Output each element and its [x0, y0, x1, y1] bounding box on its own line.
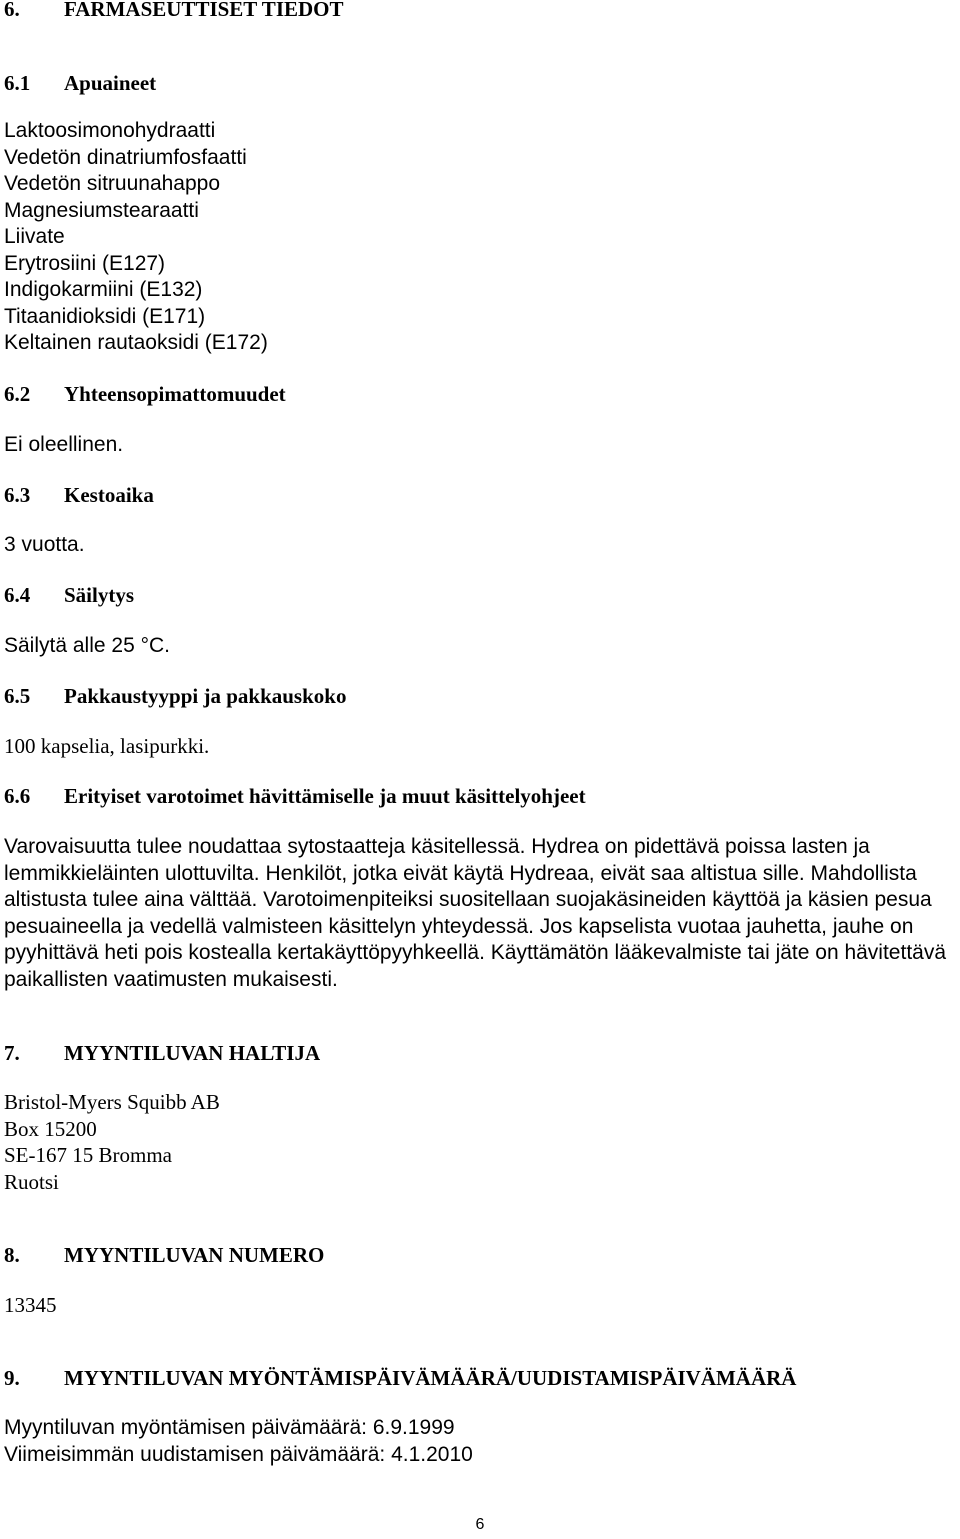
storage-text: Säilytä alle 25 °C.	[4, 634, 170, 657]
list-item: Magnesiumstearaatti	[4, 198, 199, 222]
date-line: Viimeisimmän uudistamisen päivämäärä: 4.1.2010	[4, 1442, 473, 1466]
date-line: Myyntiluvan myöntämisen päivämäärä: 6.9.1999	[4, 1416, 455, 1439]
section-title: MYYNTILUVAN NUMERO	[64, 1243, 325, 1267]
section-number: 7.	[4, 1041, 20, 1065]
subsection-6-2-heading	[4, 381, 286, 408]
subsection-title: Säilytys	[64, 583, 135, 607]
subsection-number: 6.3	[4, 483, 31, 507]
paragraph-line: pesuaineella ja vedellä valmisteen käsittelyn yhteydessä. Jos kapselista vuotaa jauhetta, jauhe on	[4, 914, 914, 938]
authorisation-dates	[4, 1415, 473, 1468]
section-number: 9.	[4, 1366, 20, 1390]
address-line: SE-167 15 Bromma	[4, 1143, 172, 1167]
subsection-title: Pakkaustyyppi ja pakkauskoko	[64, 684, 347, 708]
disposal-paragraph	[4, 834, 959, 993]
subsection-title: Apuaineet	[64, 71, 157, 95]
subsection-number: 6.1	[4, 71, 31, 95]
subsection-title: Kestoaika	[64, 483, 154, 507]
subsection-title: Yhteensopimattomuudet	[64, 382, 286, 406]
authorisation-number: 13345	[4, 1293, 57, 1317]
paragraph-line: Varovaisuutta tulee noudattaa sytostaatteja käsitellessä. Hydrea on pidettävä poissa lasten ja	[4, 835, 870, 858]
paragraph-line: altistusta tulee aina välttää. Varotoimenpiteiksi suositellaan suojakäsineiden käyttöä ja käsien pesua	[4, 888, 932, 911]
subsection-number: 6.5	[4, 684, 31, 708]
section-6-heading	[4, 0, 344, 23]
subsection-title: Erityiset varotoimet hävittämiselle ja muut käsittelyohjeet	[64, 784, 586, 808]
address-line: Ruotsi	[4, 1169, 59, 1194]
page-number: 6	[475, 1516, 485, 1533]
subsection-number: 6.6	[4, 784, 31, 808]
paragraph-line: paikallisten vaatimusten mukaisesti.	[4, 967, 338, 991]
section-number: 6.	[4, 0, 20, 21]
section-title: FARMASEUTTISET TIEDOT	[64, 0, 344, 21]
subsection-6-1-heading	[4, 70, 156, 97]
shelf-life-text: 3 vuotta.	[4, 533, 85, 556]
excipients-list	[4, 118, 268, 357]
package-text: 100 kapselia, lasipurkki.	[4, 734, 210, 758]
list-item: Indigokarmiini (E132)	[4, 278, 203, 301]
list-item: Vedetön dinatriumfosfaatti	[4, 145, 247, 169]
subsection-6-4-heading	[4, 582, 134, 609]
list-item: Liivate	[4, 225, 65, 248]
paragraph-line: pyyhittävä heti pois kostealla kertakäyttöpyyhkeellä. Käyttämätön lääkevalmiste tai jäte on hävitettävä	[4, 941, 947, 964]
section-title: MYYNTILUVAN MYÖNTÄMISPÄIVÄMÄÄRÄ/UUDISTAMISPÄIVÄMÄÄRÄ	[64, 1366, 797, 1390]
subsection-number: 6.4	[4, 583, 31, 607]
paragraph-line: lemmikkieläinten ulottuvilta. Henkilöt, jotka eivät käytä Hydreaa, eivät saa altistua sille. Mahdollista	[4, 861, 917, 885]
section-number: 8.	[4, 1243, 20, 1267]
section-7-heading	[4, 1040, 320, 1067]
list-item: Titaanidioksidi (E171)	[4, 304, 206, 328]
section-9-heading	[4, 1365, 796, 1392]
list-item: Erytrosiini (E127)	[4, 251, 166, 275]
list-item: Laktoosimonohydraatti	[4, 119, 216, 142]
address-line: Box 15200	[4, 1116, 97, 1141]
list-item: Keltainen rautaoksidi (E172)	[4, 331, 268, 354]
incompatibilities-text: Ei oleellinen.	[4, 433, 124, 456]
section-8-heading	[4, 1242, 324, 1269]
address-line: Bristol-Myers Squibb AB	[4, 1090, 220, 1114]
subsection-number: 6.2	[4, 382, 31, 406]
list-item: Vedetön sitruunahappo	[4, 172, 221, 195]
holder-address	[4, 1089, 220, 1195]
section-title: MYYNTILUVAN HALTIJA	[64, 1041, 321, 1065]
subsection-6-3-heading	[4, 482, 154, 509]
subsection-6-6-heading	[4, 783, 586, 810]
subsection-6-5-heading	[4, 683, 346, 710]
